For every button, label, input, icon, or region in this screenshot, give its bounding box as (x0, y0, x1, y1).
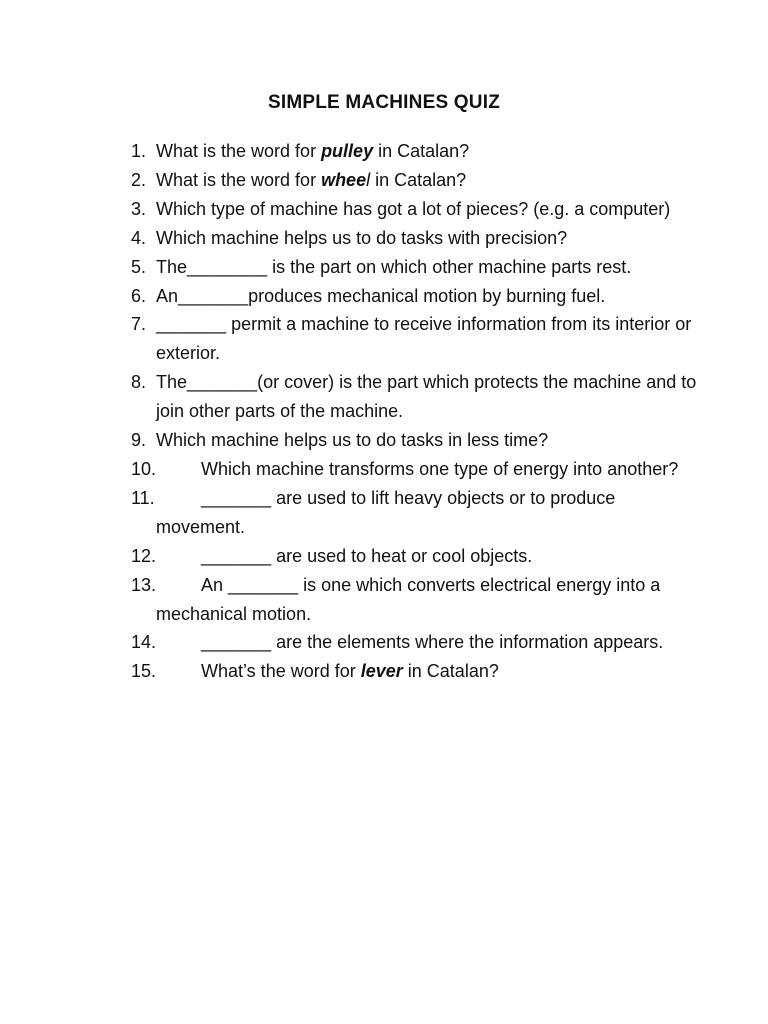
page-title: SIMPLE MACHINES QUIZ (267, 92, 500, 113)
question-item (0, 137, 768, 166)
question-text: What’s the word for lever in Catalan? (201, 661, 499, 682)
question-list (0, 137, 768, 686)
question-text: The________ is the part on which other machine parts rest. (156, 256, 632, 277)
question-number: 2. (131, 169, 147, 190)
question-item (0, 628, 768, 657)
question-item (0, 455, 768, 484)
question-item (0, 542, 768, 571)
keyword: lever (360, 661, 403, 682)
question-item (0, 166, 768, 195)
question-number: 1. (131, 141, 147, 161)
question-number: 10. (131, 458, 157, 479)
question-text: Which machine helps us to do tasks with precision? (156, 227, 568, 248)
question-text: _______ are the elements where the information appears. (201, 632, 664, 653)
question-item (0, 253, 768, 282)
question-text: _______ permit a machine to receive information from its interior or exterior. (156, 314, 692, 364)
question-text: An_______produces mechanical motion by burning fuel. (156, 285, 606, 306)
keyword: wheel (321, 169, 371, 190)
question-number: 15. (131, 661, 157, 682)
question-text: What is the word for pulley in Catalan? (156, 141, 470, 161)
question-number: 13. (131, 574, 157, 595)
question-item (0, 657, 768, 686)
question-number: 3. (131, 198, 147, 219)
question-number: 5. (131, 256, 147, 277)
question-text: _______ are used to lift heavy objects or to produce movement. (156, 487, 616, 537)
question-item (0, 426, 768, 455)
question-item (0, 368, 768, 426)
question-item (0, 282, 768, 311)
question-number: 8. (131, 372, 147, 393)
question-item (0, 571, 768, 629)
keyword: pulley (321, 141, 374, 161)
question-text: Which type of machine has got a lot of pieces? (e.g. a computer) (156, 198, 671, 219)
question-number: 14. (131, 632, 157, 653)
question-item (0, 484, 768, 542)
question-text: An _______ is one which converts electrical energy into a mechanical motion. (156, 574, 661, 624)
question-number: 12. (131, 545, 157, 566)
question-text: The_______(or cover) is the part which protects the machine and to join other parts of the machine. (156, 372, 697, 422)
question-text: Which machine transforms one type of energy into another? (201, 458, 679, 479)
question-text: What is the word for wheel in Catalan? (156, 169, 467, 190)
question-item (0, 195, 768, 224)
question-number: 6. (131, 285, 147, 306)
question-item (0, 310, 768, 368)
question-item (0, 224, 768, 253)
question-number: 7. (131, 314, 147, 335)
question-text: _______ are used to heat or cool objects. (201, 545, 533, 566)
question-number: 9. (131, 430, 147, 451)
question-text: Which machine helps us to do tasks in less time? (156, 430, 549, 451)
question-number: 4. (131, 227, 147, 248)
question-number: 11. (131, 487, 155, 508)
